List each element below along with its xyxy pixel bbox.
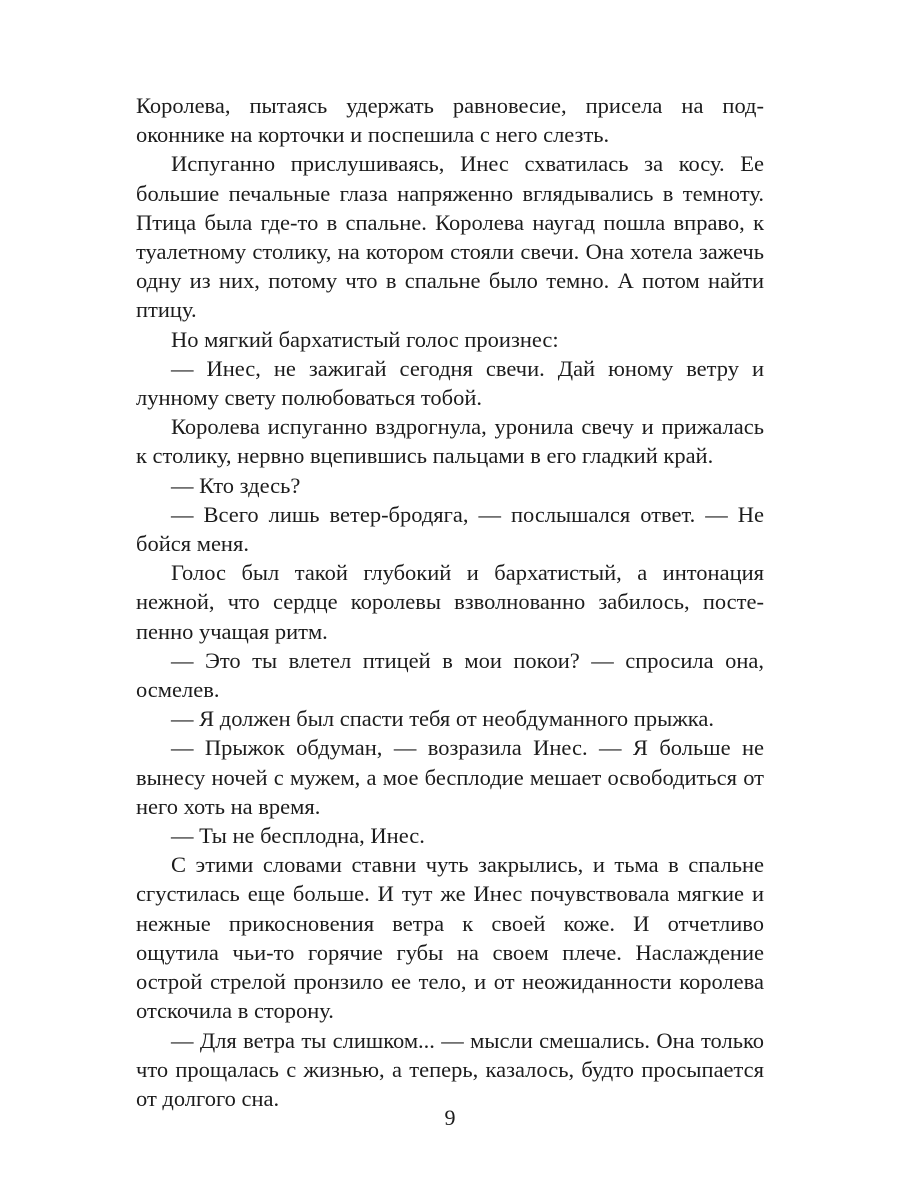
- dialogue-line: — Кто здесь?: [171, 472, 301, 498]
- dialogue-line: — Ты не бесплодна, Инес.: [171, 823, 425, 849]
- dialogue-line: — Прыжок обдуман, — возразила Инес. — Я больше не вынесу ночей с мужем, а мое бесплодие мешает освободиться от него хоть на время.: [136, 735, 764, 819]
- dialogue-line: — Я должен был спасти тебя от необдуманного прыжка.: [171, 706, 714, 732]
- dialogue-line: — Инес, не зажигай сегодня свечи. Дай юному ветру и лунному свету полюбоваться тобой.: [136, 355, 764, 411]
- paragraph: С этими словами ставни чуть закрылись, и тьма в спальне сгустилась еще больше. И тут же Инес почувствовала мягкие и нежные прикосновения ветра к своей коже. И отчетливо ощутила чьи-то горячие губы на своем плече. Наслаждение острой стрелой пронзило ее тело, и от неожиданности королева отскочила в сторону.: [136, 852, 764, 1024]
- page-number: 9: [444, 1105, 456, 1130]
- paragraph: Но мягкий бархатистый голос произнес:: [171, 326, 559, 352]
- body-text: [136, 91, 764, 1113]
- paragraph: Королева, пытаясь удержать равновесие, присела на подоконнике на корточки и поспешила с него слезть.: [136, 93, 764, 148]
- dialogue-line: — Это ты влетел птицей в мои покои? — спросила она, осмелев.: [136, 647, 764, 703]
- paragraph: Голос был такой глубокий и бархатистый, а интонация нежной, что сердце королевы взволнованно забилось, постепенно учащая ритм.: [136, 560, 764, 644]
- dialogue-line: — Для ветра ты слишком... — мысли смешались. Она только что прощалась с жизнью, а теперь, казалось, будто просыпается от долгого сна.: [136, 1027, 764, 1111]
- paragraph: Королева испуганно вздрогнула, уронила свечу и прижалась к столику, нервно вцепившись пальцами в его гладкий край.: [136, 414, 764, 469]
- paragraph: Испуганно прислушиваясь, Инес схватилась за косу. Ее большие печальные глаза напряженно вглядывались в темноту. Птица была где-то в спальне. Королева наугад пошла вправо, к туалетному столику, на котором стояли свечи. Она хотела зажечь одну из них, потому что в спальне было темно. А потом найти птицу.: [136, 151, 764, 323]
- dialogue-line: — Всего лишь ветер-бродяга, — послышался ответ. — Не бойся меня.: [136, 501, 764, 557]
